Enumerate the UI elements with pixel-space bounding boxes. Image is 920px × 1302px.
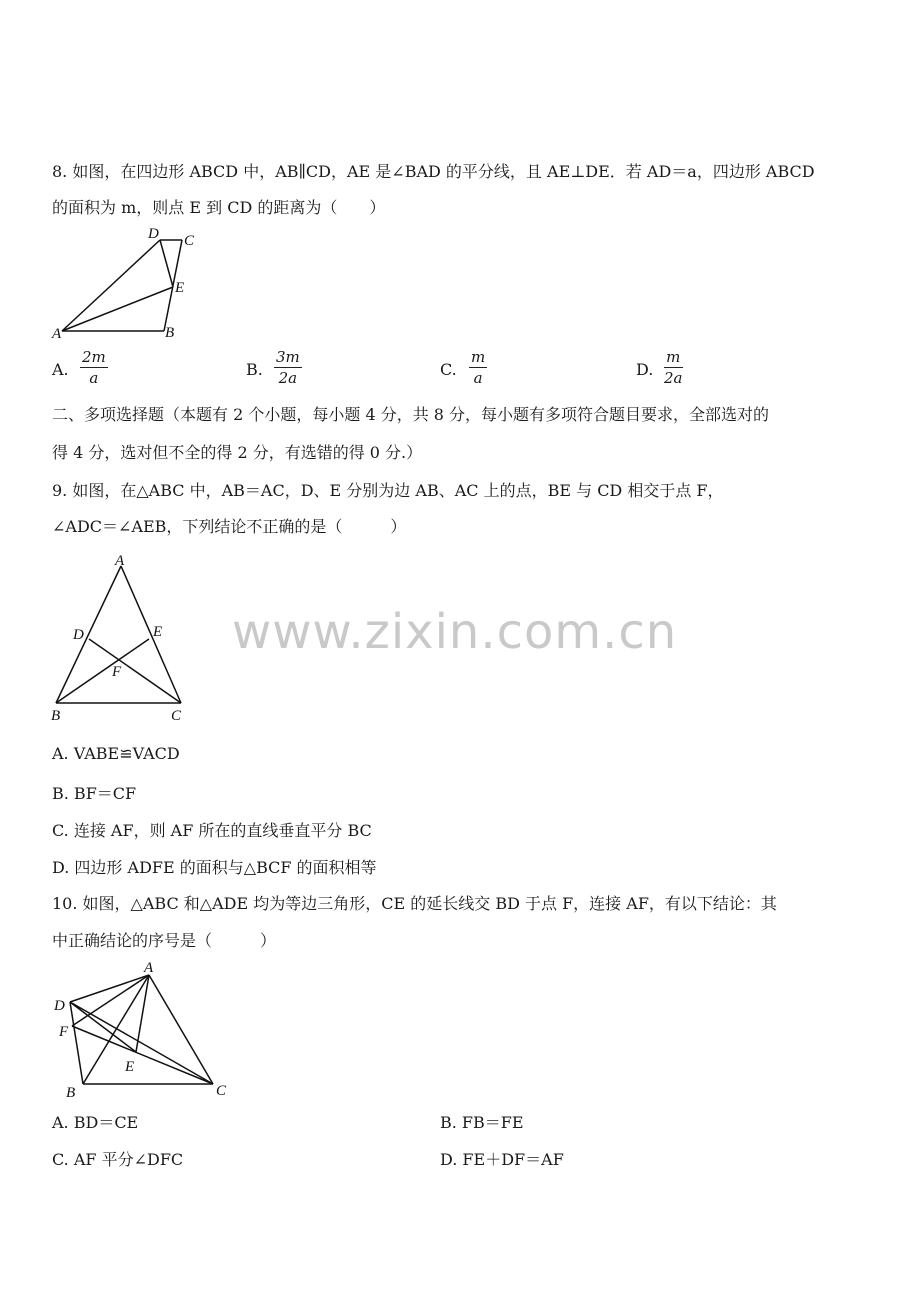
q9-line-1: 9. 如图，在△ABC 中，AB＝AC，D、E 分别为边 AB、AC 上的点，BE 与 CD 相交于点 F，	[52, 481, 724, 500]
q8-option-d-fraction	[664, 348, 683, 387]
q10-option-b: B. FB＝FE	[440, 1113, 524, 1132]
q8-option-c-letter: C.	[440, 360, 457, 379]
q10-label-c: C	[216, 1083, 227, 1099]
q9-label-b: B	[51, 708, 61, 724]
q8-option-a-fraction	[80, 348, 108, 387]
q10-label-a: A	[144, 960, 154, 976]
q8-option-d-denominator: 2a	[664, 369, 683, 387]
q10-label-b: B	[66, 1085, 76, 1101]
q8-option-b-fraction	[274, 348, 302, 387]
q8-option-b-letter: B.	[246, 360, 263, 379]
q8-option-a-numerator: 2m	[82, 348, 106, 366]
q8-label-b: B	[165, 325, 175, 341]
q9-label-a: A	[115, 553, 125, 569]
q8-option-c-fraction	[469, 348, 487, 387]
q8-option-c-denominator: a	[473, 369, 483, 387]
section2-line-1: 二、多项选择题（本题有 2 个小题，每小题 4 分，共 8 分，每小题有多项符合题目要求，全部选对的	[52, 405, 770, 424]
q8-line-1: 8. 如图，在四边形 ABCD 中，AB∥CD，AE 是∠BAD 的平分线，且 AE⊥DE．若 AD＝a，四边形 ABCD	[52, 162, 815, 181]
q9-label-c: C	[171, 708, 182, 724]
q8-figure	[50, 226, 200, 341]
q10-figure	[48, 955, 233, 1100]
q9-figure	[48, 548, 198, 723]
q8-option-c-numerator: m	[471, 348, 486, 366]
q10-option-a: A. BD＝CE	[52, 1113, 139, 1132]
section2-line-2: 得 4 分，选对但不全的得 2 分，有选错的得 0 分.）	[52, 443, 423, 462]
q8-line-2: 的面积为 m，则点 E 到 CD 的距离为（ ）	[52, 198, 386, 217]
q8-option-b-denominator: 2a	[278, 369, 298, 387]
q9-label-d: D	[73, 627, 84, 643]
q9-label-f: F	[112, 664, 122, 680]
q10-option-d: D. FE＋DF＝AF	[440, 1150, 564, 1169]
q8-label-a: A	[52, 326, 62, 342]
q9-option-b: B. BF＝CF	[52, 784, 137, 803]
q10-line-1: 10. 如图，△ABC 和△ADE 均为等边三角形，CE 的延长线交 BD 于点 F，连接 AF，有以下结论：其	[52, 894, 777, 913]
q9-line-2: ∠ADC＝∠AEB，下列结论不正确的是（ ）	[52, 517, 407, 536]
q8-option-d-letter: D.	[636, 360, 654, 379]
q9-option-d: D. 四边形 ADFE 的面积与△BCF 的面积相等	[52, 858, 377, 877]
q10-option-c: C. AF 平分∠DFC	[52, 1150, 184, 1169]
q10-label-e: E	[125, 1059, 135, 1075]
q9-option-c: C. 连接 AF，则 AF 所在的直线垂直平分 BC	[52, 821, 372, 840]
q8-label-c: C	[184, 233, 195, 249]
q8-option-a-letter: A.	[52, 360, 69, 379]
q8-option-d-numerator: m	[664, 348, 683, 368]
q8-option-a-denominator: a	[89, 369, 99, 387]
q8-option-b-numerator: 3m	[276, 348, 300, 366]
q10-label-d: D	[54, 998, 65, 1014]
q9-label-e: E	[153, 624, 163, 640]
q8-label-d: D	[148, 226, 159, 242]
q10-line-2: 中正确结论的序号是（ ）	[52, 931, 277, 950]
q9-option-a: A. VABE≌VACD	[52, 744, 180, 763]
q10-label-f: F	[59, 1024, 69, 1040]
watermark: www.zixin.com.cn	[232, 604, 678, 660]
q8-label-e: E	[175, 280, 185, 296]
